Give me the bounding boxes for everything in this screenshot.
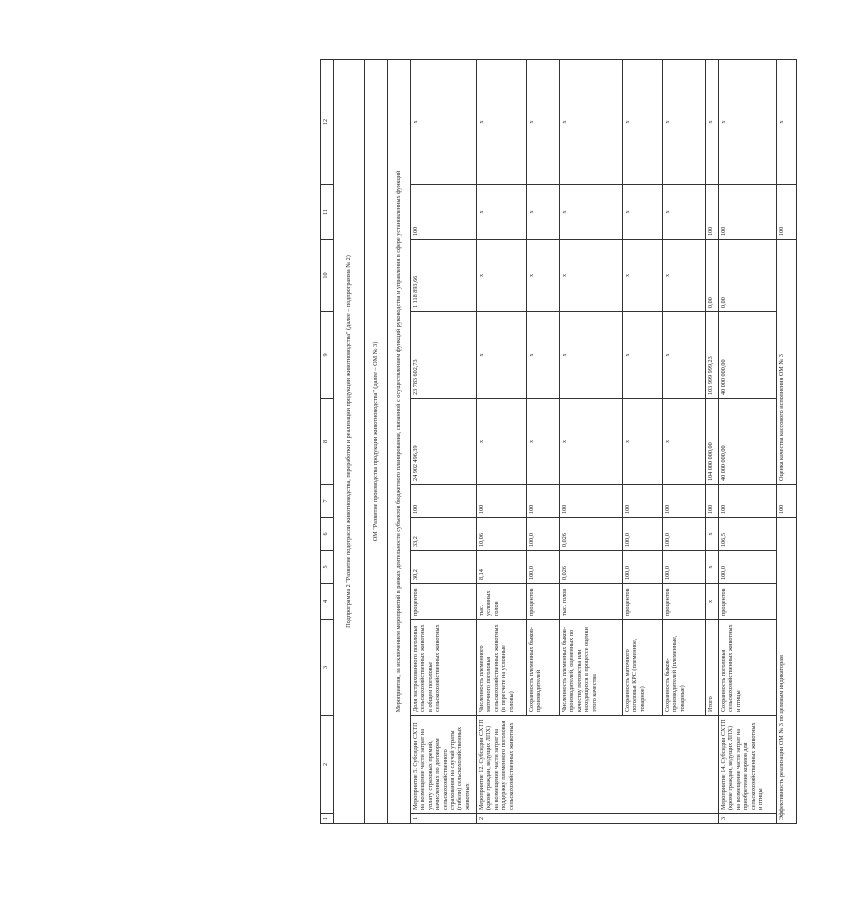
section-row <box>388 60 411 824</box>
quality-extra: х <box>777 60 797 185</box>
value-cell: х <box>663 399 706 485</box>
header-cell: 11 <box>321 185 334 240</box>
value-cell: х <box>706 518 719 551</box>
efficiency-label: Эффективность реализации ОМ № 3 по целевым индикаторам <box>777 518 797 824</box>
value-cell: 100 <box>706 485 719 518</box>
value-cell: 106,5 <box>719 518 777 551</box>
value-cell: 103 999 999,23 <box>706 312 719 399</box>
indicator-cell: Сохранность маточного поголовья КРС (племенное, товарное) <box>623 620 663 716</box>
value-cell: х <box>560 60 623 185</box>
table-row <box>623 60 663 824</box>
indicator-cell: Сохранность быков-производителей (племенные, товарные) <box>663 620 706 716</box>
value-cell: х <box>527 60 560 185</box>
value-cell: 40 000 000,00 <box>719 399 777 485</box>
row-number: 1 <box>411 814 477 824</box>
value-cell: 100 <box>527 485 560 518</box>
value-cell: 100,0 <box>527 518 560 551</box>
row-number: 2 <box>477 814 719 824</box>
indicator-cell: Численность племенных быков-производителей, оцененных по качеству потомства или находящихся в процессе оценки этого качества <box>560 620 623 716</box>
efficiency-value: 100 <box>777 485 797 518</box>
quality-label: Оценка качества кассового исполнения ОМ № 3 <box>777 240 797 485</box>
header-cell: 4 <box>321 584 334 620</box>
header-cell: 1 <box>321 814 334 824</box>
value-cell: 0,00 <box>719 240 777 312</box>
row-number: 3 <box>719 814 777 824</box>
indicator-cell: Сохранность поголовья сельскохозяйственных животных и птицы <box>719 620 777 716</box>
value-cell: х <box>477 60 527 185</box>
value-cell: х <box>477 240 527 312</box>
value-cell: х <box>527 185 560 240</box>
header-cell: 6 <box>321 518 334 551</box>
value-cell: х <box>706 551 719 584</box>
header-cell: 10 <box>321 240 334 312</box>
value-cell: 0,00 <box>706 240 719 312</box>
value-cell: 10,06 <box>477 518 527 551</box>
value-cell: х <box>477 312 527 399</box>
value-cell: 8,14 <box>477 551 527 584</box>
header-cell: 5 <box>321 551 334 584</box>
value-cell: х <box>527 240 560 312</box>
value-cell: х <box>706 60 719 185</box>
section-title: Мероприятия, за исключением мероприятий в рамках деятельности субъектов бюджетного планирования, связанной с осуществлением функций руководства и управления в сфере установленных функций <box>388 60 411 824</box>
value-cell: 100 <box>719 185 777 240</box>
unit-cell: тыс. условных голов <box>477 584 527 620</box>
value-cell: 100 <box>663 485 706 518</box>
value-cell: 100 <box>477 485 527 518</box>
value-cell: 0,026 <box>560 551 623 584</box>
value-cell: 104 000 000,00 <box>706 399 719 485</box>
header-cell: 12 <box>321 60 334 185</box>
value-cell: х <box>411 60 477 185</box>
value-cell: х <box>623 185 663 240</box>
value-cell: 100,0 <box>527 551 560 584</box>
value-cell: х <box>663 312 706 399</box>
subprogram-row <box>334 60 365 824</box>
value-cell: х <box>719 60 777 185</box>
table-row <box>663 60 706 824</box>
om-row <box>365 60 388 824</box>
value-cell: 100 <box>411 185 477 240</box>
value-cell: 100,0 <box>663 551 706 584</box>
event-cell: Мероприятие 14. Субсидии СХТП (кроме граждан, ведущих ЛПХ) на возмещение части затрат на приобретение кормов для сельскохозяйственных животных и птицы <box>719 716 777 814</box>
indicator-cell: Сохранность племенных быков-производителей <box>527 620 560 716</box>
value-cell: х <box>623 312 663 399</box>
om-title: ОМ "Развитие производства продукции животноводства" (далее – ОМ № 3) <box>365 60 388 824</box>
value-cell: 23 783 602,73 <box>411 312 477 399</box>
value-cell: х <box>623 240 663 312</box>
value-cell: х <box>663 185 706 240</box>
indicator-cell: Численность племенного маточного поголовья сельскохозяйственных животных (в пересчете на условные головы) <box>477 620 527 716</box>
report-table <box>320 59 797 824</box>
indicator-cell: Итого <box>706 620 719 716</box>
table-row <box>719 60 777 824</box>
value-cell: х <box>663 60 706 185</box>
header-cell: 9 <box>321 312 334 399</box>
value-cell: х <box>623 399 663 485</box>
unit-cell: процентов <box>719 584 777 620</box>
unit-cell: процентов <box>527 584 560 620</box>
value-cell: х <box>663 240 706 312</box>
value-cell: 40 000 000,00 <box>719 312 777 399</box>
value-cell: х <box>560 399 623 485</box>
table-row <box>706 60 719 824</box>
table-row <box>527 60 560 824</box>
unit-cell: процентов <box>411 584 477 620</box>
value-cell: 30,2 <box>411 551 477 584</box>
value-cell: х <box>477 185 527 240</box>
value-cell: х <box>527 312 560 399</box>
unit-cell: х <box>706 584 719 620</box>
table-row <box>411 60 477 824</box>
rotated-document-page <box>320 60 849 824</box>
value-cell: 100 <box>560 485 623 518</box>
value-cell: х <box>560 185 623 240</box>
value-cell: 100,0 <box>623 518 663 551</box>
quality-value: 100 <box>777 185 797 240</box>
value-cell: 100 <box>719 485 777 518</box>
unit-cell: тыс. голов <box>560 584 623 620</box>
value-cell: 0,026 <box>560 518 623 551</box>
header-cell: 2 <box>321 716 334 814</box>
header-cell: 8 <box>321 399 334 485</box>
value-cell: 100,0 <box>663 518 706 551</box>
value-cell: х <box>560 240 623 312</box>
header-cell: 7 <box>321 485 334 518</box>
value-cell: х <box>527 399 560 485</box>
unit-cell: процентов <box>623 584 663 620</box>
value-cell: 100 <box>411 485 477 518</box>
table-row <box>477 60 527 824</box>
indicator-cell: Доля застрахованного поголовья сельскохозяйственных животных в общем поголовье сельскохозяйственных животных <box>411 620 477 716</box>
value-cell: х <box>477 399 527 485</box>
value-cell: 100,0 <box>719 551 777 584</box>
value-cell: 100 <box>623 485 663 518</box>
subprogram-title: Подпрограмма 2 "Развитие подотрасли животноводства, переработки и реализации продукции животноводства" (далее – подпрограмма № 2) <box>334 60 365 824</box>
value-cell: 100 <box>706 185 719 240</box>
event-cell: Мероприятие 12. Субсидии СХТП (кроме граждан, ведущих ЛПХ) на возмещение части затрат на поддержку племенного поголовья сельскохозяйственных животных <box>477 716 719 814</box>
event-cell: Мероприятие 5. Субсидии СХТП на возмещение части затрат на уплату страховых премий, начисленных по договорам сельскохозяйственного страхования на случай утраты (гибели) сельскохозяйственных животных <box>411 716 477 814</box>
value-cell: 24 902 496,39 <box>411 399 477 485</box>
value-cell: 100,0 <box>623 551 663 584</box>
header-cell: 3 <box>321 620 334 716</box>
unit-cell: процентов <box>663 584 706 620</box>
value-cell: 1 118 893,66 <box>411 240 477 312</box>
value-cell: х <box>623 60 663 185</box>
value-cell: х <box>560 312 623 399</box>
value-cell: 33,2 <box>411 518 477 551</box>
table-row <box>560 60 623 824</box>
footer-row <box>777 60 797 824</box>
header-row <box>321 60 334 824</box>
